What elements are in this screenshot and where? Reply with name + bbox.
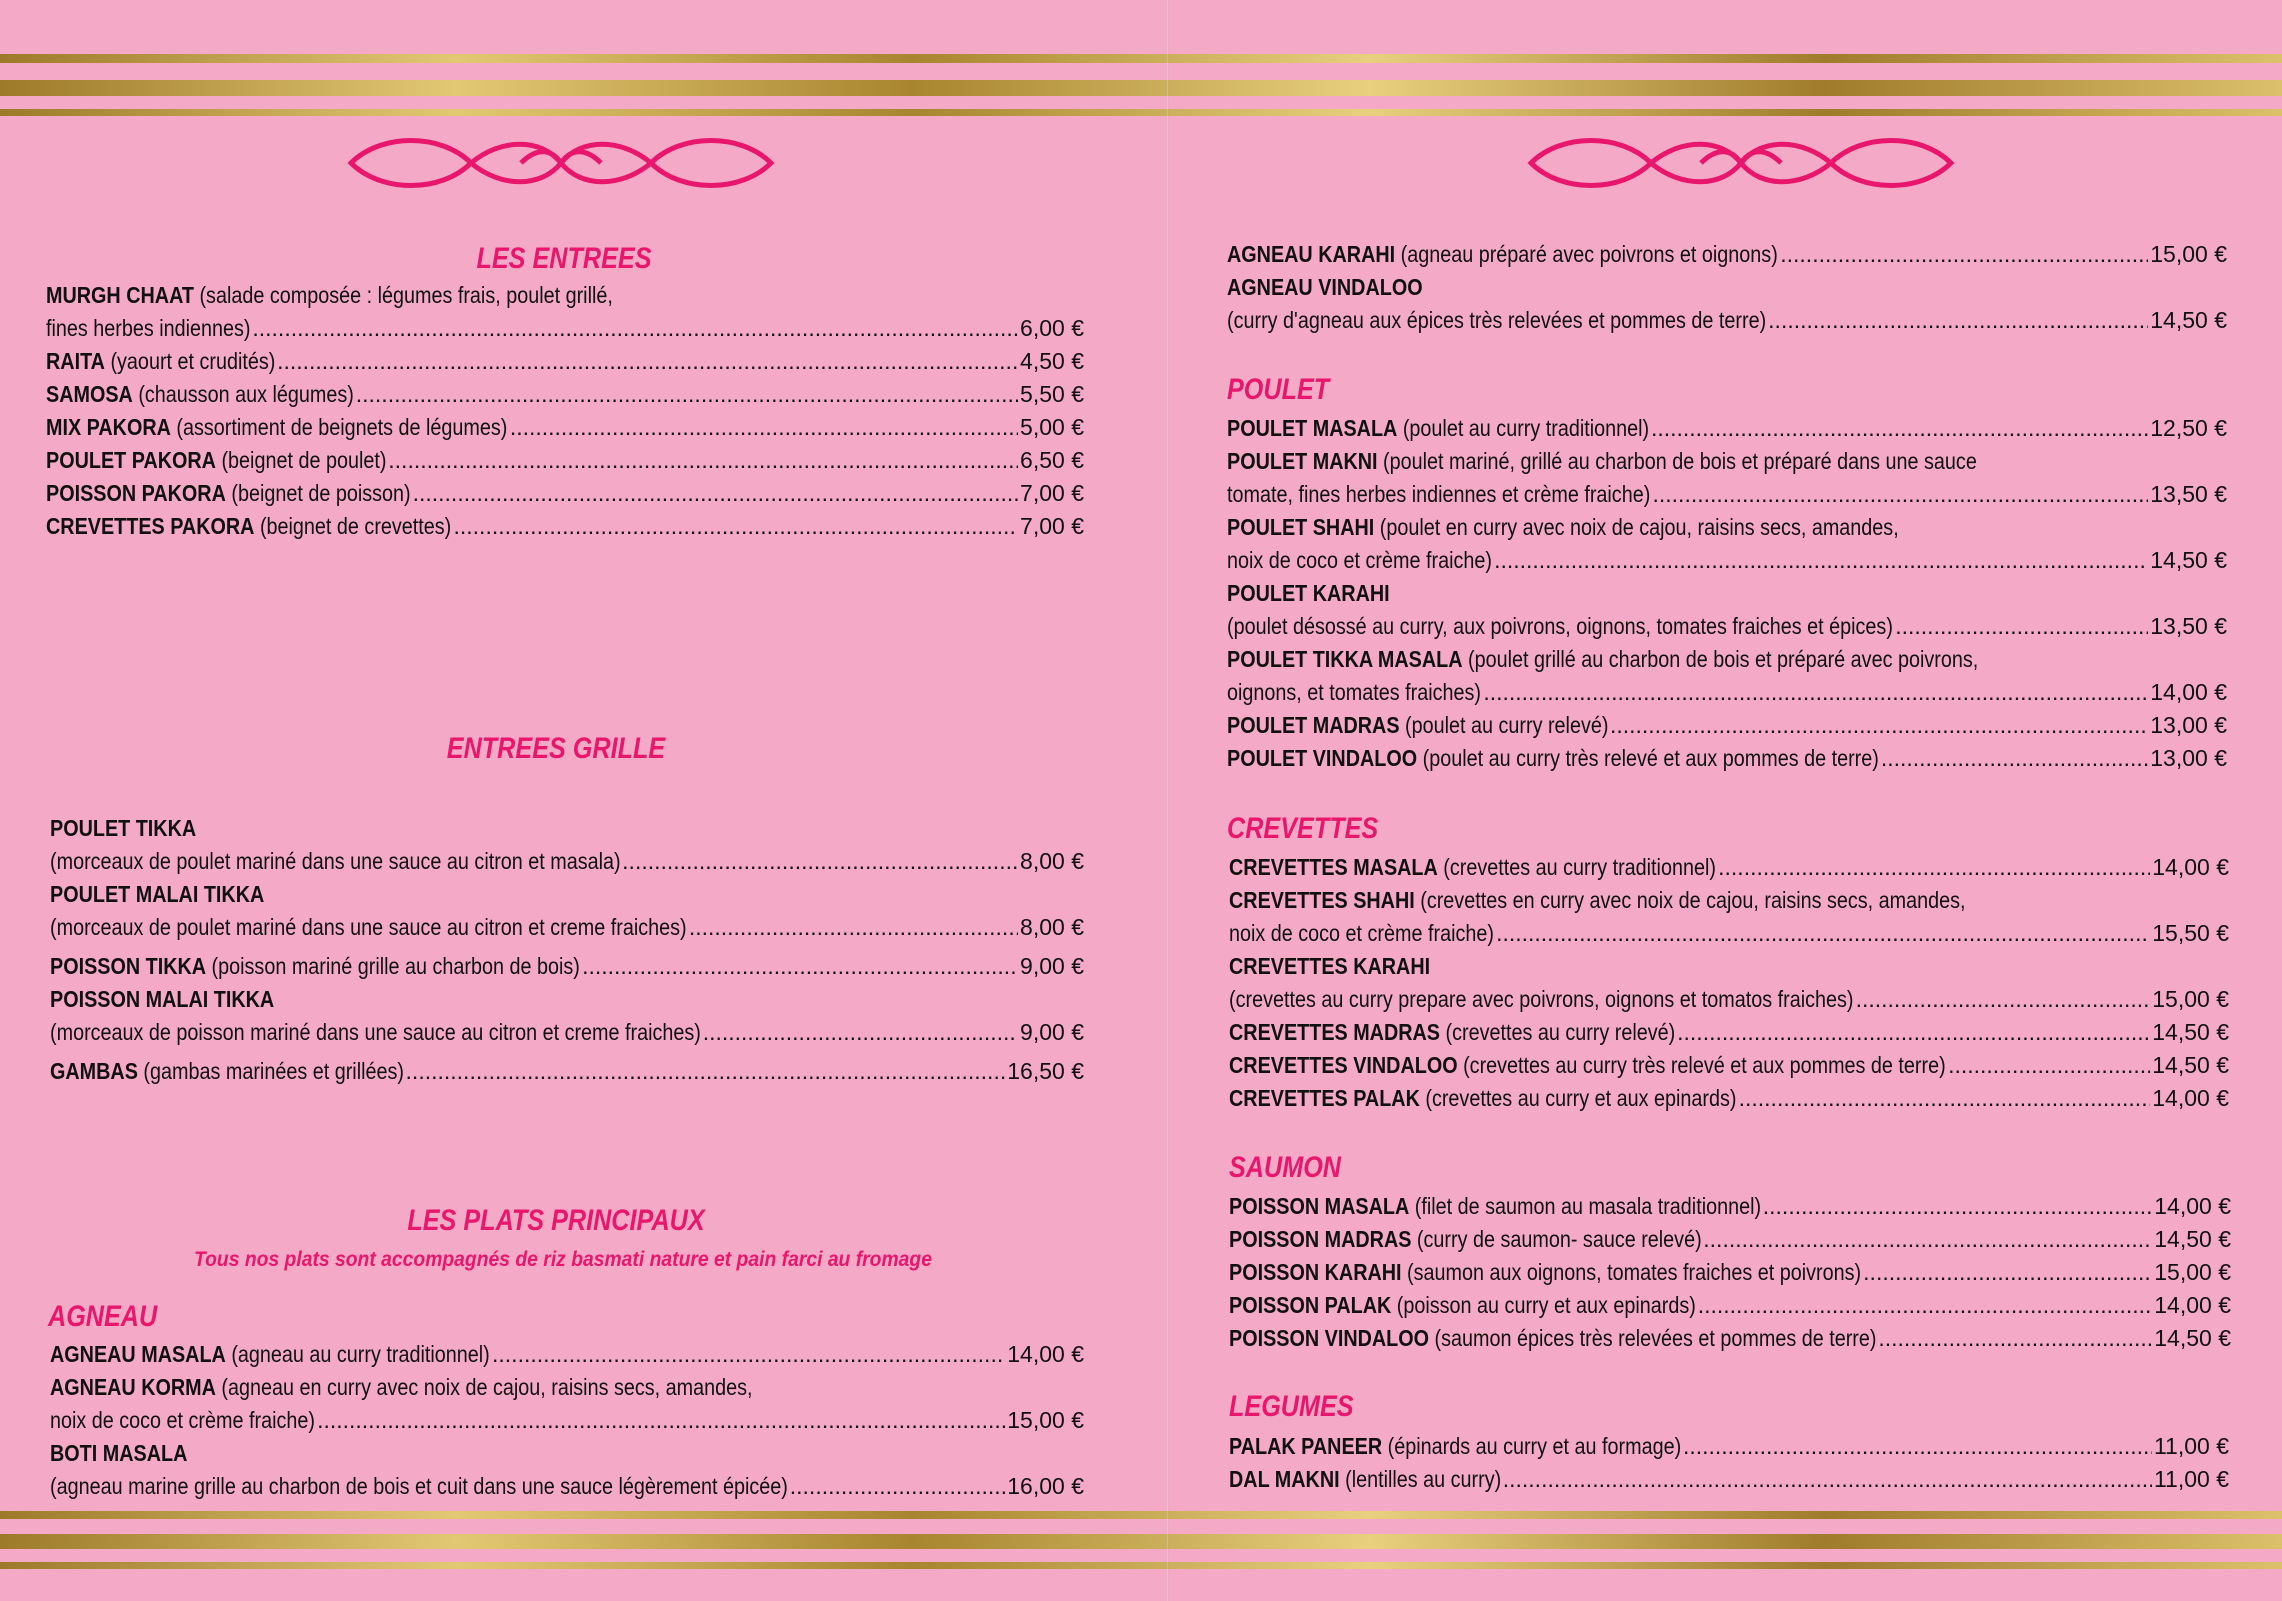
item-price: 9,00 € <box>1020 953 1084 979</box>
entrees-list <box>46 279 1084 543</box>
menu-item-agneau-karahi <box>1227 238 2227 271</box>
section-title-saumon: SAUMON <box>1229 1151 1342 1184</box>
item-name: POULET SHAHI <box>1227 514 1375 540</box>
menu-item-crevettes-shahi-cont <box>1229 917 2229 950</box>
item-desc: (poulet au curry relevé) <box>1405 712 1609 738</box>
section-title-agneau: AGNEAU <box>48 1300 158 1333</box>
item-price: 16,00 € <box>1007 1473 1084 1499</box>
item-price: 15,00 € <box>2150 241 2227 267</box>
leader-dots <box>1856 983 2151 1016</box>
menu-item-poisson-tikka <box>50 950 1084 983</box>
leader-dots <box>454 510 1019 543</box>
section-title-plats-principaux: LES PLATS PRINCIPAUX <box>407 1204 705 1237</box>
item-price: 7,00 € <box>1020 513 1084 539</box>
menu-item-poisson-masala <box>1229 1190 2231 1223</box>
leader-dots <box>388 444 1018 477</box>
item-desc: (lentilles au curry) <box>1345 1466 1502 1492</box>
menu-item-poulet-makni-cont <box>1227 478 2227 511</box>
menu-item-poulet-tikka-masala-cont <box>1227 676 2227 709</box>
menu-item-poisson-vindaloo <box>1229 1322 2231 1355</box>
menu-item-poulet-madras <box>1227 709 2227 742</box>
item-price: 15,00 € <box>2154 1259 2231 1285</box>
item-name: GAMBAS <box>50 1058 138 1084</box>
item-desc: (agneau au curry traditionnel) <box>231 1341 490 1367</box>
item-price: 8,00 € <box>1020 914 1084 940</box>
item-desc: (poulet en curry avec noix de cajou, raisins secs, amandes, <box>1379 514 1899 540</box>
menu-item-boti-masala-cont <box>50 1470 1084 1503</box>
menu-item-palak-paneer <box>1229 1430 2229 1463</box>
leader-dots <box>1653 478 2149 511</box>
item-name: POULET MAKNI <box>1227 448 1378 474</box>
leader-dots <box>1703 1223 2152 1256</box>
item-name: POISSON MASALA <box>1229 1193 1410 1219</box>
item-name: CREVETTES SHAHI <box>1229 887 1415 913</box>
item-desc: (beignet de poisson) <box>231 480 411 506</box>
menu-item-crevettes-karahi-cont <box>1229 983 2229 1016</box>
item-price: 12,50 € <box>2150 415 2227 441</box>
leader-dots <box>1863 1256 2152 1289</box>
leader-dots <box>1651 412 2148 445</box>
menu-item-poulet-tikka-cont <box>50 845 1084 878</box>
item-name: POISSON VINDALOO <box>1229 1325 1430 1351</box>
leader-dots <box>1503 1463 2152 1496</box>
item-desc: (morceaux de poisson mariné dans une sauce au citron et creme fraiches) <box>50 1019 701 1045</box>
item-desc: noix de coco et crème fraiche) <box>1229 920 1494 946</box>
menu-item-agneau-vindaloo <box>1227 271 2227 304</box>
item-name: POULET TIKKA <box>50 815 197 841</box>
leader-dots <box>1610 709 2148 742</box>
leader-dots <box>510 411 1018 444</box>
item-name: POISSON TIKKA <box>50 953 207 979</box>
item-price: 7,00 € <box>1020 480 1084 506</box>
item-price: 14,00 € <box>2154 1292 2231 1318</box>
item-desc: (agneau préparé avec poivrons et oignons) <box>1400 241 1778 267</box>
menu-item-crevettes-palak <box>1229 1082 2229 1115</box>
item-price: 14,50 € <box>2152 1019 2229 1045</box>
item-price: 11,00 € <box>2153 1466 2229 1492</box>
item-desc: (poulet désossé au curry, aux poivrons, oignons, tomates fraiches et épices) <box>1227 613 1893 639</box>
item-name: POULET MASALA <box>1227 415 1398 441</box>
item-name: AGNEAU MASALA <box>50 1341 226 1367</box>
item-price: 14,50 € <box>2154 1226 2231 1252</box>
menu-item-poisson-malai-tikka-cont <box>50 1016 1084 1049</box>
menu-item-poulet-shahi-cont <box>1227 544 2227 577</box>
item-name: POISSON KARAHI <box>1229 1259 1402 1285</box>
leader-dots <box>1881 742 2148 775</box>
item-price: 14,00 € <box>2152 854 2229 880</box>
leader-dots <box>1677 1016 2150 1049</box>
leader-dots <box>1763 1190 2152 1223</box>
menu-item-gambas <box>50 1055 1084 1088</box>
leader-dots <box>252 312 1018 345</box>
section-title-poulet: POULET <box>1227 373 1330 406</box>
item-price: 13,50 € <box>2150 613 2227 639</box>
item-name: POULET VINDALOO <box>1227 745 1418 771</box>
menu-item-poulet-tikka-masala <box>1227 643 2227 676</box>
menu-item-murgh-chaat <box>46 279 1084 312</box>
item-price: 14,00 € <box>2152 1085 2229 1111</box>
item-desc: (crevettes au curry traditionnel) <box>1443 854 1716 880</box>
item-name: MIX PAKORA <box>46 414 171 440</box>
agneau-list <box>50 1338 1084 1503</box>
menu-item-crevettes-masala <box>1229 851 2229 884</box>
leader-dots <box>790 1470 1005 1503</box>
item-price: 14,00 € <box>1007 1341 1084 1367</box>
item-name: POISSON MADRAS <box>1229 1226 1412 1252</box>
item-price: 14,50 € <box>2154 1325 2231 1351</box>
leader-dots <box>1718 851 2150 884</box>
poulet-list <box>1227 412 2227 775</box>
item-desc: (crevettes au curry prepare avec poivrons, oignons et tomatos fraiches) <box>1229 986 1854 1012</box>
item-desc: (crevettes au curry et aux epinards) <box>1425 1085 1737 1111</box>
item-desc: (morceaux de poulet mariné dans une sauce au citron et creme fraiches) <box>50 914 687 940</box>
menu-item-agneau-vindaloo-cont <box>1227 304 2227 337</box>
item-price: 14,50 € <box>2152 1052 2229 1078</box>
item-name: CREVETTES MASALA <box>1229 854 1438 880</box>
item-name: CREVETTES PAKORA <box>46 513 255 539</box>
menu-item-poulet-malai-tikka-cont <box>50 911 1084 944</box>
menu-item-poulet-karahi-cont <box>1227 610 2227 643</box>
item-name: AGNEAU KORMA <box>50 1374 216 1400</box>
menu-item-crevettes-madras <box>1229 1016 2229 1049</box>
item-desc: (assortiment de beignets de légumes) <box>176 414 508 440</box>
menu-item-poisson-karahi <box>1229 1256 2231 1289</box>
item-price: 15,00 € <box>1007 1407 1084 1433</box>
section-title-crevettes: CREVETTES <box>1227 812 1379 845</box>
section-title-entrees-grille: ENTREES GRILLE <box>446 732 666 765</box>
item-name: POISSON PALAK <box>1229 1292 1392 1318</box>
leader-dots <box>413 477 1018 510</box>
item-desc: noix de coco et crème fraiche) <box>50 1407 315 1433</box>
leader-dots <box>582 950 1018 983</box>
item-desc: noix de coco et crème fraiche) <box>1227 547 1492 573</box>
leader-dots <box>1496 917 2150 950</box>
menu-item-samosa <box>46 378 1084 411</box>
menu-item-poulet-masala <box>1227 412 2227 445</box>
item-desc: (salade composée : légumes frais, poulet grillé, <box>199 282 613 308</box>
section-title-legumes: LEGUMES <box>1229 1390 1354 1423</box>
item-price: 14,00 € <box>2150 679 2227 705</box>
item-price: 13,00 € <box>2150 745 2227 771</box>
item-price: 14,50 € <box>2150 547 2227 573</box>
item-price: 5,00 € <box>1020 414 1084 440</box>
item-name: CREVETTES MADRAS <box>1229 1019 1441 1045</box>
item-desc: (filet de saumon au masala traditionnel) <box>1414 1193 1762 1219</box>
item-desc: (épinards au curry et au formage) <box>1387 1433 1682 1459</box>
menu-item-poulet-tikka <box>50 812 1084 845</box>
item-desc: (poulet grillé au charbon de bois et préparé avec poivrons, <box>1468 646 1979 672</box>
item-price: 13,00 € <box>2150 712 2227 738</box>
item-name: BOTI MASALA <box>50 1440 188 1466</box>
leader-dots <box>1739 1082 2151 1115</box>
leader-dots <box>1483 676 2148 709</box>
item-desc: (poulet au curry très relevé et aux pommes de terre) <box>1422 745 1879 771</box>
menu-item-murgh-chaat-cont <box>46 312 1084 345</box>
item-price: 13,50 € <box>2150 481 2227 507</box>
item-desc: fines herbes indiennes) <box>46 315 251 341</box>
item-name: SAMOSA <box>46 381 133 407</box>
menu-item-poulet-shahi <box>1227 511 2227 544</box>
right-page <box>1169 0 2282 1601</box>
item-price: 4,50 € <box>1020 348 1084 374</box>
item-desc: (morceaux de poulet mariné dans une sauce au citron et masala) <box>50 848 621 874</box>
item-desc: (agneau en curry avec noix de cajou, raisins secs, amandes, <box>221 1374 753 1400</box>
item-desc: (poulet mariné, grillé au charbon de bois et préparé dans une sauce <box>1383 448 1977 474</box>
item-desc: (saumon épices très relevées et pommes de terre) <box>1434 1325 1877 1351</box>
item-desc: (poisson au curry et aux epinards) <box>1396 1292 1696 1318</box>
menu-item-poisson-palak <box>1229 1289 2231 1322</box>
plats-note: Tous nos plats sont accompagnés de riz basmati nature et pain farci au fromage <box>194 1248 932 1271</box>
item-name: CREVETTES VINDALOO <box>1229 1052 1458 1078</box>
item-name: POULET TIKKA MASALA <box>1227 646 1463 672</box>
crevettes-list <box>1229 851 2229 1115</box>
item-price: 15,50 € <box>2152 920 2229 946</box>
menu-item-crevettes-karahi <box>1229 950 2229 983</box>
leader-dots <box>317 1404 1005 1437</box>
menu-item-poisson-malai-tikka <box>50 983 1084 1016</box>
item-desc: (agneau marine grille au charbon de bois et cuit dans une sauce légèrement épicée) <box>50 1473 788 1499</box>
item-name: POULET MADRAS <box>1227 712 1400 738</box>
item-desc: (crevettes en curry avec noix de cajou, raisins secs, amandes, <box>1420 887 1966 913</box>
item-name: POULET KARAHI <box>1227 580 1390 606</box>
leader-dots <box>1683 1430 2152 1463</box>
item-name: POISSON MALAI TIKKA <box>50 986 275 1012</box>
menu-item-poisson-pakora <box>46 477 1084 510</box>
item-price: 5,50 € <box>1020 381 1084 407</box>
menu-item-raita <box>46 345 1084 378</box>
item-name: POULET PAKORA <box>46 447 216 473</box>
item-desc: (poisson mariné grille au charbon de bois) <box>211 953 580 979</box>
leader-dots <box>1698 1289 2153 1322</box>
item-name: MURGH CHAAT <box>46 282 194 308</box>
leader-dots <box>622 845 1018 878</box>
leader-dots <box>703 1016 1018 1049</box>
menu-item-poulet-makni <box>1227 445 2227 478</box>
leader-dots <box>1768 304 2148 337</box>
item-name: DAL MAKNI <box>1229 1466 1340 1492</box>
leader-dots <box>406 1055 1006 1088</box>
agneau-cont-list <box>1227 238 2227 337</box>
leader-dots <box>1878 1322 2152 1355</box>
item-desc: (curry de saumon- sauce relevé) <box>1416 1226 1702 1252</box>
menu-item-poulet-pakora <box>46 444 1084 477</box>
saumon-list <box>1229 1190 2231 1355</box>
item-price: 14,50 € <box>2150 307 2227 333</box>
menu-item-dal-makni <box>1229 1463 2229 1496</box>
flourish-ornament-icon <box>1521 128 1961 198</box>
menu-item-poulet-vindaloo <box>1227 742 2227 775</box>
leader-dots <box>689 911 1018 944</box>
item-desc: (poulet au curry traditionnel) <box>1402 415 1650 441</box>
menu-item-mix-pakora <box>46 411 1084 444</box>
item-name: RAITA <box>46 348 105 374</box>
item-desc: (chausson aux légumes) <box>138 381 354 407</box>
item-name: POISSON PAKORA <box>46 480 226 506</box>
item-name: CREVETTES KARAHI <box>1229 953 1431 979</box>
item-price: 11,00 € <box>2153 1433 2229 1459</box>
item-name: CREVETTES PALAK <box>1229 1085 1420 1111</box>
menu-item-agneau-korma-cont <box>50 1404 1084 1437</box>
leader-dots <box>356 378 1018 411</box>
menu-item-boti-masala <box>50 1437 1084 1470</box>
menu-item-poisson-madras <box>1229 1223 2231 1256</box>
leader-dots <box>1494 544 2148 577</box>
grille-list <box>50 812 1084 1088</box>
item-price: 9,00 € <box>1020 1019 1084 1045</box>
item-price: 15,00 € <box>2152 986 2229 1012</box>
section-title-entrees: LES ENTREES <box>476 242 652 275</box>
item-desc: (yaourt et crudités) <box>110 348 276 374</box>
flourish-ornament-icon <box>341 128 781 198</box>
item-name: POULET MALAI TIKKA <box>50 881 265 907</box>
item-name: AGNEAU KARAHI <box>1227 241 1396 267</box>
item-price: 8,00 € <box>1020 848 1084 874</box>
legumes-list <box>1229 1430 2229 1496</box>
item-price: 6,50 € <box>1020 447 1084 473</box>
leader-dots <box>492 1338 1005 1371</box>
item-desc: (curry d'agneau aux épices très relevées et pommes de terre) <box>1227 307 1767 333</box>
item-desc: (crevettes au curry relevé) <box>1445 1019 1676 1045</box>
leader-dots <box>277 345 1018 378</box>
menu-item-crevettes-shahi <box>1229 884 2229 917</box>
item-desc: (crevettes au curry très relevé et aux pommes de terre) <box>1463 1052 1946 1078</box>
menu-item-crevettes-pakora <box>46 510 1084 543</box>
menu-item-poulet-malai-tikka <box>50 878 1084 911</box>
item-desc: (saumon aux oignons, tomates fraiches et poivrons) <box>1407 1259 1862 1285</box>
leader-dots <box>1780 238 2148 271</box>
item-name: PALAK PANEER <box>1229 1433 1383 1459</box>
menu-item-crevettes-vindaloo <box>1229 1049 2229 1082</box>
menu-item-agneau-korma <box>50 1371 1084 1404</box>
item-desc: (gambas marinées et grillées) <box>143 1058 404 1084</box>
leader-dots <box>1895 610 2148 643</box>
item-desc: (beignet de crevettes) <box>259 513 452 539</box>
item-desc: tomate, fines herbes indiennes et crème fraiche) <box>1227 481 1651 507</box>
menu-item-agneau-masala <box>50 1338 1084 1371</box>
item-price: 16,50 € <box>1007 1058 1084 1084</box>
item-price: 14,00 € <box>2154 1193 2231 1219</box>
item-desc: (beignet de poulet) <box>221 447 387 473</box>
menu-item-poulet-karahi <box>1227 577 2227 610</box>
item-desc: oignons, et tomates fraiches) <box>1227 679 1481 705</box>
leader-dots <box>1948 1049 2150 1082</box>
item-price: 6,00 € <box>1020 315 1084 341</box>
item-name: AGNEAU VINDALOO <box>1227 274 1423 300</box>
